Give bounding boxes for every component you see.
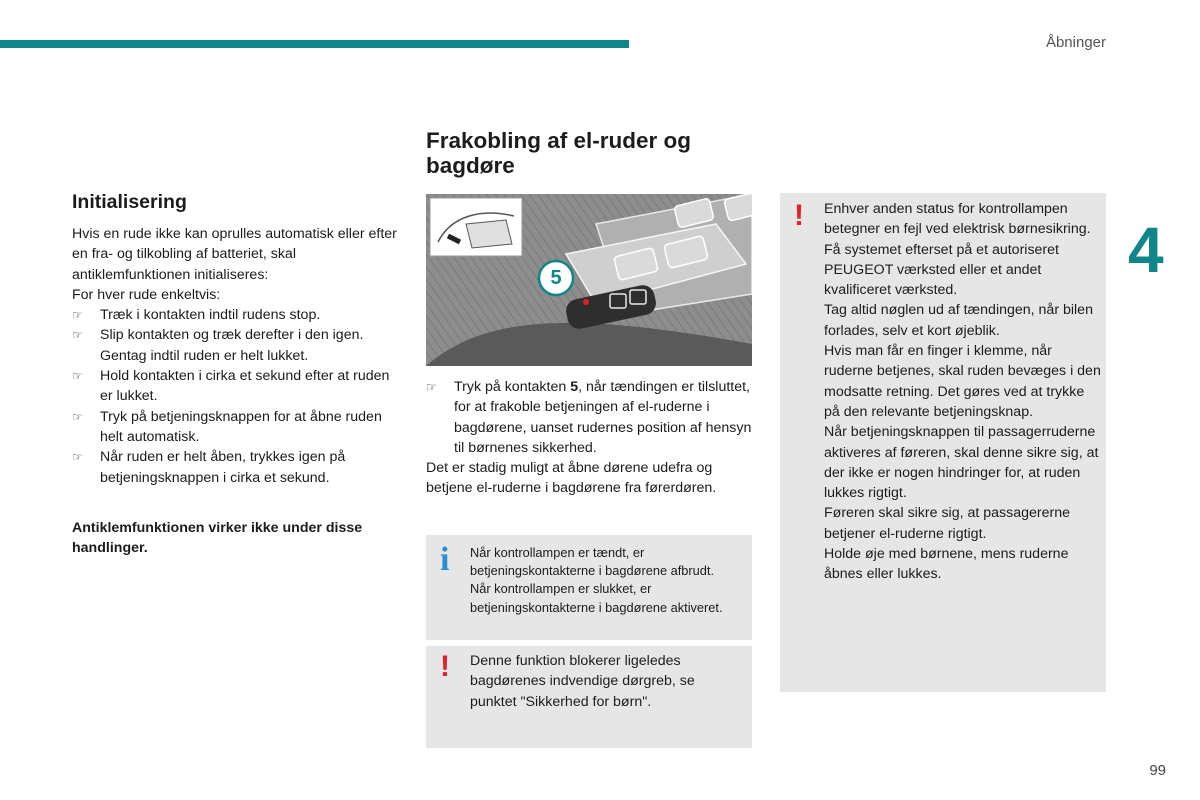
- info-text: Når kontrollampen er slukket, er betjeningskontakterne i bagdørene aktiveret.: [470, 581, 723, 615]
- pointing-hand-icon: ☞: [426, 380, 437, 394]
- pointing-hand-icon: ☞: [72, 328, 83, 343]
- warning-text: Holde øje med børnene, mens ruderne åbnes eller lukkes.: [824, 546, 1069, 583]
- page-number: 99: [1149, 762, 1166, 779]
- header-accent-bar: [0, 40, 629, 48]
- initialization-steps: [72, 305, 397, 488]
- list-item: ☞ Tryk på betjeningsknappen for at åbne ruden helt automatisk.: [72, 408, 382, 445]
- warning-text: Når betjeningsknappen til passagerruderne aktiveres af føreren, skal denne sikre sig, at der ikke er nogen hindringer for, at ruden lukkes rigtigt.: [824, 424, 1099, 502]
- initialization-heading: Initialisering: [72, 191, 187, 213]
- warning-text: Føreren skal sikre sig, at passagererne betjener el-ruderne rigtigt.: [824, 505, 1071, 542]
- list-item: ☞ Slip kontakten og træk derefter i den igen. Gentag indtil ruden er helt lukket.: [72, 327, 364, 364]
- warning-box-door-handles: [426, 646, 752, 748]
- info-text: Når kontrollampen er tændt, er betjeningskontakterne i bagdørene afbrudt.: [470, 545, 715, 579]
- per-window-text: For hver rude enkeltvis:: [72, 286, 221, 303]
- warning-text: Hvis man får en finger i klemme, når ruderne betjenes, skal ruden bevæges i den modsatte retning. Det gøres ved at trykke på den relevante betjeningsknap.: [824, 343, 1101, 420]
- info-icon: i: [440, 541, 450, 578]
- info-box: [426, 535, 752, 640]
- outside-operation-text: Det er stadig muligt at åbne dørene udefra og betjene el-ruderne i bagdørene fra førerdøren.: [426, 460, 717, 497]
- switch-panel-figure: [426, 194, 752, 366]
- list-item: ☞ Når ruden er helt åben, trykkes igen på betjeningsknappen i cirka et sekund.: [72, 449, 346, 486]
- section-title: Åbninger: [1045, 34, 1106, 51]
- warning-text: Tag altid nøglen ud af tændingen, når bilen forlades, selv et kort øjeblik.: [824, 302, 1093, 339]
- list-item: ☞ Tryk på kontakten 5, når tændingen er tilsluttet, for at frakoble betjeningen af el-ruderne i bagdørene, uanset rudernes position af hensyn til børnenes sikkerhed.: [426, 379, 752, 456]
- exclamation-icon: !: [440, 650, 450, 683]
- warning-text: Enhver anden status for kontrollampen betegner en fejl ved elektrisk børnesikring. Få systemet efterset på et autoriseret PEUGEOT værksted eller et andet kvalificeret værksted.: [824, 201, 1091, 299]
- anti-pinch-note: Antiklemfunktionen virker ikke under disse handlinger.: [72, 519, 363, 557]
- pointing-hand-icon: ☞: [72, 450, 83, 465]
- pointing-hand-icon: ☞: [72, 409, 83, 424]
- pointing-hand-icon: ☞: [72, 308, 83, 323]
- exclamation-icon: !: [794, 199, 804, 232]
- initialization-intro: Hvis en rude ikke kan oprulles automatisk eller efter en fra- og tilkobling af batteriet, skal antiklemfunktionen initialiseres:: [72, 226, 397, 283]
- disconnect-steps: [426, 377, 752, 458]
- door-switch-illustration: [426, 194, 752, 366]
- warning-box-safety: [780, 193, 1106, 692]
- list-item: ☞ Hold kontakten i cirka et sekund efter at ruden er lukket.: [72, 368, 390, 405]
- list-item: ☞ Træk i kontakten indtil rudens stop.: [72, 305, 397, 325]
- pointing-hand-icon: ☞: [72, 369, 83, 384]
- warning-text: Denne funktion blokerer ligeledes bagdørenes indvendige dørgreb, se punktet "Sikkerhed for børn".: [470, 653, 695, 710]
- chapter-number: 4: [1128, 214, 1164, 286]
- initialization-section: [72, 190, 397, 558]
- disconnect-section: [426, 377, 752, 499]
- callout-number: 5: [550, 267, 562, 289]
- disconnect-heading: Frakobling af el-ruder og bagdøre: [426, 128, 692, 178]
